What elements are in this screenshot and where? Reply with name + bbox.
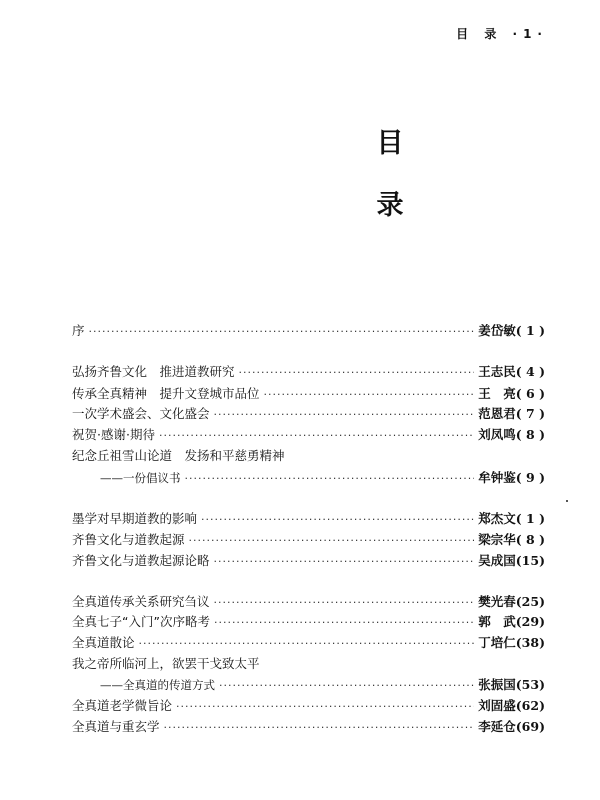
entry-title: 全真道与重玄学 [72, 719, 160, 734]
dot-leader [214, 615, 474, 631]
entry-page: (62) [515, 698, 545, 713]
dot-leader [264, 387, 475, 403]
entry-page: (29) [515, 614, 545, 629]
dot-leader [176, 699, 474, 715]
entry-author: 王 亮 [478, 386, 516, 401]
entry-page: ( 8 ) [515, 427, 545, 442]
entry-author: 刘固盛 [478, 698, 516, 713]
entry-page: ( 9 ) [515, 470, 545, 485]
entry-author: 范恩君 [478, 406, 516, 421]
entry-title: 祝贺·感谢·期待 [72, 427, 155, 442]
entry-page: ( 4 ) [515, 364, 545, 379]
entry-title: 序 [72, 323, 85, 338]
toc-entry [72, 364, 545, 381]
toc-entry [72, 406, 545, 423]
scan-speck [566, 500, 568, 502]
dot-leader [214, 407, 475, 423]
entry-page: (38) [515, 635, 545, 650]
entry-author: 吴成国 [478, 553, 516, 568]
dot-leader [219, 678, 474, 694]
toc-entry [72, 553, 545, 570]
entry-title: 全真道散论 [72, 635, 135, 650]
entry-author: 姜岱敏 [478, 323, 516, 338]
entry-title: 我之帝所临河上，欲罢干戈致太平 [72, 656, 260, 671]
title-char-1: 目 [376, 128, 404, 159]
toc-entry [72, 511, 545, 528]
entry-author: 郭 武 [478, 614, 516, 629]
toc-entry [72, 448, 545, 464]
dot-leader [89, 324, 475, 340]
entry-page: ( 7 ) [515, 406, 545, 421]
entry-title: 墨学对早期道教的影响 [72, 511, 198, 526]
toc-entry-subtitle [100, 677, 545, 694]
entry-subtitle: ——一份倡议书 [100, 471, 181, 485]
toc-entry [72, 635, 545, 652]
dot-leader [189, 533, 475, 549]
dot-leader [159, 428, 474, 444]
toc-entry [72, 323, 545, 340]
entry-page: (15) [515, 553, 545, 568]
entry-title: 弘扬齐鲁文化 推进道教研究 [72, 364, 235, 379]
entry-subtitle: ——全真道的传道方式 [100, 678, 215, 692]
entry-page: (69) [515, 719, 545, 734]
entry-title: 齐鲁文化与道教起源论略 [72, 553, 210, 568]
entry-author: 王志民 [478, 364, 516, 379]
toc-entry-subtitle [100, 470, 545, 487]
toc-entry [72, 614, 545, 631]
entry-title: 全真七子“入门”次序略考 [72, 614, 210, 629]
entry-title: 纪念丘祖雪山论道 发扬和平慈勇精神 [72, 448, 285, 463]
running-header: 目 录 ·1· [456, 27, 548, 41]
dot-leader [201, 512, 474, 528]
entry-page: (25) [515, 594, 545, 609]
entry-author: 樊光春 [478, 594, 516, 609]
entry-author: 梁宗华 [478, 532, 516, 547]
entry-title: 全真道老学微旨论 [72, 698, 173, 713]
entry-author: 郑杰文 [478, 511, 516, 526]
entry-author: 张振国 [478, 677, 516, 692]
dot-leader [239, 365, 475, 381]
entry-title: 全真道传承关系研究刍议 [72, 594, 210, 609]
toc-entry [72, 532, 545, 549]
title-char-2: 录 [376, 190, 404, 221]
entry-page: ( 1 ) [515, 511, 545, 526]
toc-entry [72, 594, 545, 611]
dot-leader [214, 554, 475, 570]
toc-entry [72, 386, 545, 403]
entry-title: 齐鲁文化与道教起源 [72, 532, 185, 547]
toc-entry [72, 698, 545, 715]
entry-author: 李延仓 [478, 719, 516, 734]
entry-author: 丁培仁 [478, 635, 516, 650]
entry-page: ( 8 ) [515, 532, 545, 547]
entry-author: 刘凤鸣 [478, 427, 516, 442]
dot-leader [185, 471, 475, 487]
dot-leader [214, 595, 475, 611]
toc-entry [72, 656, 545, 672]
entry-author: 牟钟鉴 [478, 470, 516, 485]
toc-entry [72, 427, 545, 444]
toc-entry [72, 719, 545, 736]
entry-page: ( 6 ) [515, 386, 545, 401]
dot-leader [139, 636, 475, 652]
entry-page: ( 1 ) [515, 323, 545, 338]
entry-title: 传承全真精神 提升文登城市品位 [72, 386, 260, 401]
entry-page: (53) [515, 677, 545, 692]
entry-title: 一次学术盛会、文化盛会 [72, 406, 210, 421]
dot-leader [164, 720, 475, 736]
